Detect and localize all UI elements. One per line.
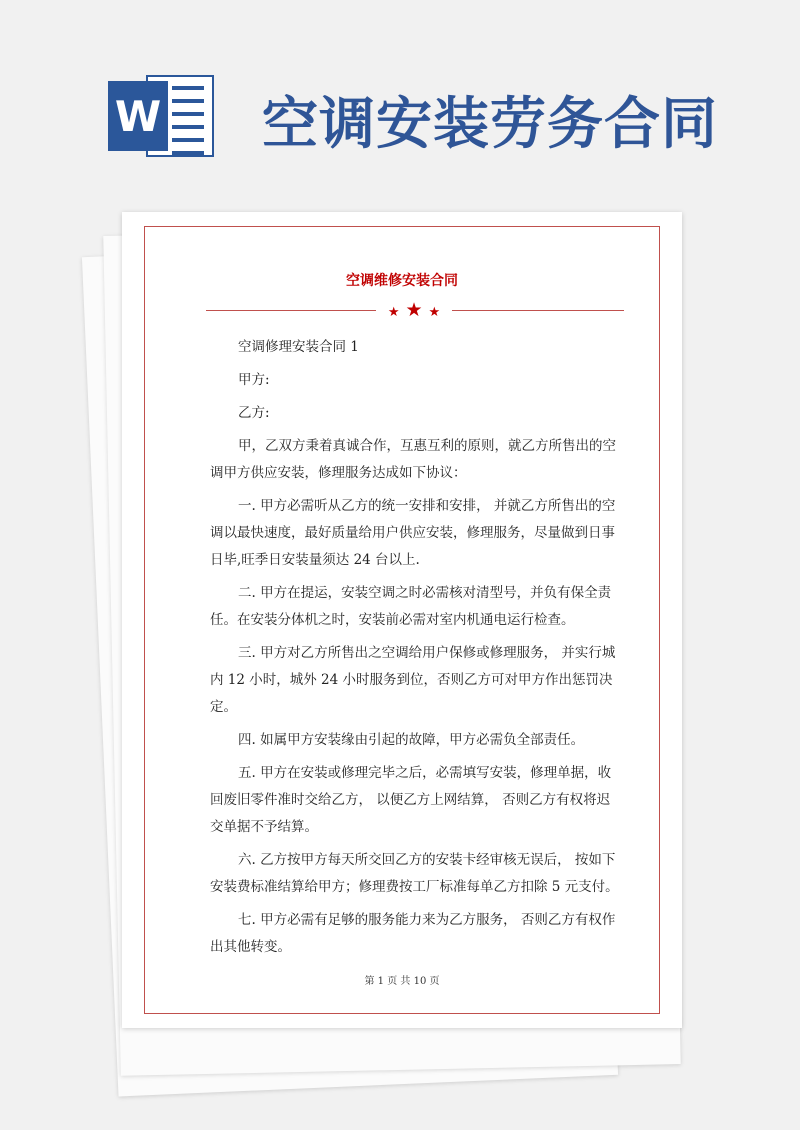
party-b-line: 乙方: [238, 405, 270, 421]
title-divider-right [452, 310, 624, 311]
document-title: 空调维修安装合同 [346, 273, 458, 289]
clause-4: 四. 如属甲方安装缘由引起的故障，甲方必需负全部责任。 [238, 732, 585, 748]
star-icon: ★ [387, 305, 400, 320]
star-icon: ★ [428, 305, 441, 320]
clause-2: 二. 甲方在提运，安装空调之时必需核对清型号，并负有保全责任。在安装分体机之时，安装前必需对室内机通电运行检查。 [210, 585, 612, 628]
contract-intro: 甲，乙双方秉着真诚合作，互惠互利的原则，就乙方所售出的空调甲方供应安装，修理服务达成如下协议： [210, 438, 616, 481]
clause-7: 七. 甲方必需有足够的服务能力来为乙方服务， 否则乙方有权作出其他转变。 [210, 912, 616, 955]
decorative-stars [376, 300, 452, 323]
title-divider-left [206, 310, 376, 311]
clause-1: 一. 甲方必需听从乙方的统一安排和安排， 并就乙方所售出的空调以最快速度，最好质量给用户供应安装，修理服务，尽量做到日事日毕,旺季日安装量须达 24 台以上. [210, 498, 616, 568]
clause-6: 六. 乙方按甲方每天所交回乙方的安装卡经审核无误后， 按如下安装费标准结算给甲方；修理费按工厂标准每单乙方扣除 5 元支付。 [210, 852, 619, 895]
word-letter: W [108, 81, 168, 151]
header-banner [0, 0, 800, 200]
star-icon: ★ [405, 299, 423, 321]
page-number-footer: 第 1 页 共 10 页 [364, 976, 440, 987]
clause-5: 五. 甲方在安装或修理完毕之后，必需填写安装，修理单据，收回废旧零件准时交给乙方， 以便乙方上网结算， 否则乙方有权将迟交单据不予结算。 [210, 765, 612, 835]
clause-3: 三. 甲方对乙方所售出之空调给用户保修或修理服务， 并实行城内 12 小时，城外 24 小时服务到位，否则乙方可对甲方作出惩罚决定。 [210, 645, 616, 715]
party-a-line: 甲方: [238, 372, 270, 388]
document-body [210, 334, 622, 961]
word-document-icon [108, 75, 214, 157]
document-page [122, 212, 682, 1028]
contract-subtitle: 空调修理安装合同 1 [238, 339, 359, 355]
page-title: 空调安装劳务合同 [262, 92, 718, 157]
